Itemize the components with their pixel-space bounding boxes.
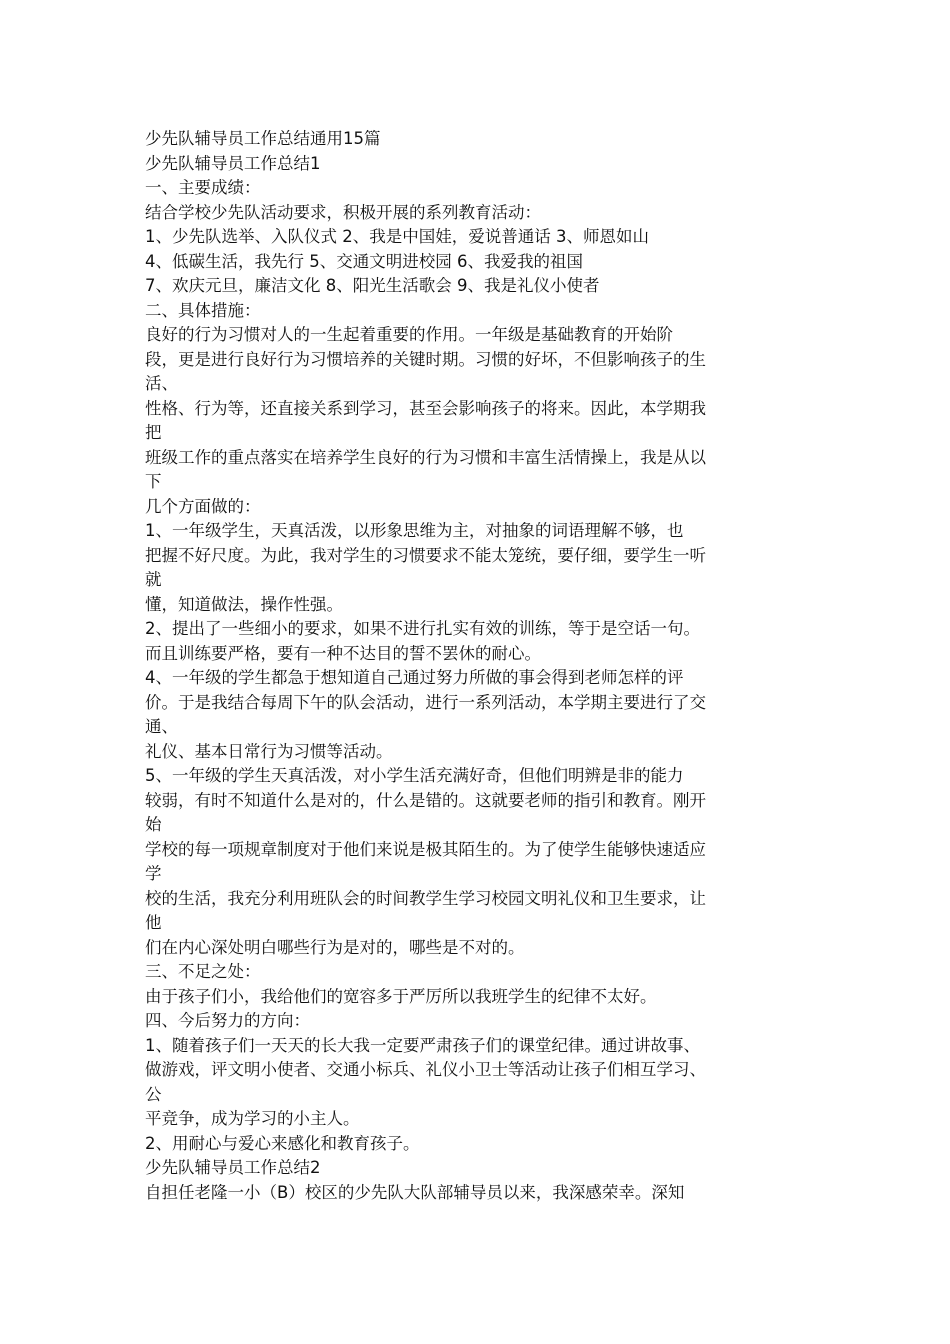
text-line: 4、低碳生活，我先行 5、交通文明进校园 6、我爱我的祖国 [145,251,583,271]
text-line: 校的生活，我充分利用班队会的时间教学生学习校园文明礼仪和卫生要求，让 [145,888,706,908]
text-line: 学校的每一项规章制度对于他们来说是极其陌生的。为了使学生能够快速适应 [145,839,706,859]
text-line: 二、具体措施： [145,300,261,320]
text-line: 2、用耐心与爱心来感化和教育孩子。 [145,1133,420,1153]
text-line: 他 [145,913,162,932]
text-line: 把 [145,423,162,442]
text-line: 三、不足之处： [145,962,261,981]
text-line: 由于孩子们小，我给他们的宽容多于严厉所以我班学生的纪律不太好。 [145,986,657,1006]
document-title: 少先队辅导员工作总结通用15篇 [145,129,381,148]
text-line: 4、一年级的学生都急于想知道自己通过努力所做的事会得到老师怎样的评 [145,668,684,687]
text-line: 少先队辅导员工作总结1 [145,153,321,173]
text-line: 就 [145,570,162,589]
text-line: 性格、行为等，还直接关系到学习，甚至会影响孩子的将来。因此，本学期我 [145,398,706,418]
text-line: 做游戏，评文明小使者、交通小标兵、礼仪小卫士等活动让孩子们相互学习、 [145,1060,706,1079]
text-line: 1、一年级学生，天真活泼，以形象思维为主，对抽象的词语理解不够，也 [145,521,684,540]
text-line: 1、少先队选举、入队仪式 2、我是中国娃，爱说普通话 3、师恩如山 [145,227,649,246]
text-line: 把握不好尺度。为此，我对学生的习惯要求不能太笼统，要仔细，要学生一听 [145,545,706,565]
text-line: 而且训练要严格，要有一种不达目的誓不罢休的耐心。 [145,643,541,663]
document-body [145,127,815,1205]
text-line: 2、提出了一些细小的要求，如果不进行扎实有效的训练，等于是空话一句。 [145,619,700,638]
text-line: 7、欢庆元旦，廉洁文化 8、阳光生活歌会 9、我是礼仪小使者 [145,276,600,295]
text-line: 们在内心深处明白哪些行为是对的，哪些是不对的。 [145,937,525,957]
text-line: 礼仪、基本日常行为习惯等活动。 [145,741,393,761]
text-line: 少先队辅导员工作总结2 [145,1158,321,1177]
text-line: 良好的行为习惯对人的一生起着重要的作用。一年级是基础教育的开始阶 [145,325,673,344]
text-line: 一、主要成绩： [145,178,261,197]
text-line: 结合学校少先队活动要求，积极开展的系列教育活动： [145,202,541,222]
text-line: 活、 [145,374,178,393]
text-line: 几个方面做的： [145,496,261,516]
text-line: 较弱，有时不知道什么是对的，什么是错的。这就要老师的指引和教育。刚开 [145,790,706,810]
text-line: 自担任老隆一小（B）校区的少先队大队部辅导员以来，我深感荣幸。深知 [145,1182,685,1202]
text-line: 通、 [145,717,178,736]
text-line: 始 [145,815,162,834]
text-line: 5、一年级的学生天真活泼，对小学生活充满好奇，但他们明辨是非的能力 [145,766,684,785]
text-line: 平竞争，成为学习的小主人。 [145,1109,360,1128]
text-line: 四、今后努力的方向： [145,1011,310,1030]
text-line: 公 [145,1084,162,1104]
text-line: 学 [145,864,162,883]
text-line: 1、随着孩子们一天天的长大我一定要严肃孩子们的课堂纪律。通过讲故事、 [145,1035,700,1055]
text-line: 段，更是进行良好行为习惯培养的关键时期。习惯的好坏，不但影响孩子的生 [145,349,706,369]
text-line: 懂，知道做法，操作性强。 [145,594,343,614]
text-line: 班级工作的重点落实在培养学生良好的行为习惯和丰富生活情操上，我是从以 [145,447,706,467]
text-line: 下 [145,472,162,491]
text-line: 价。于是我结合每周下午的队会活动，进行一系列活动，本学期主要进行了交 [145,692,706,712]
